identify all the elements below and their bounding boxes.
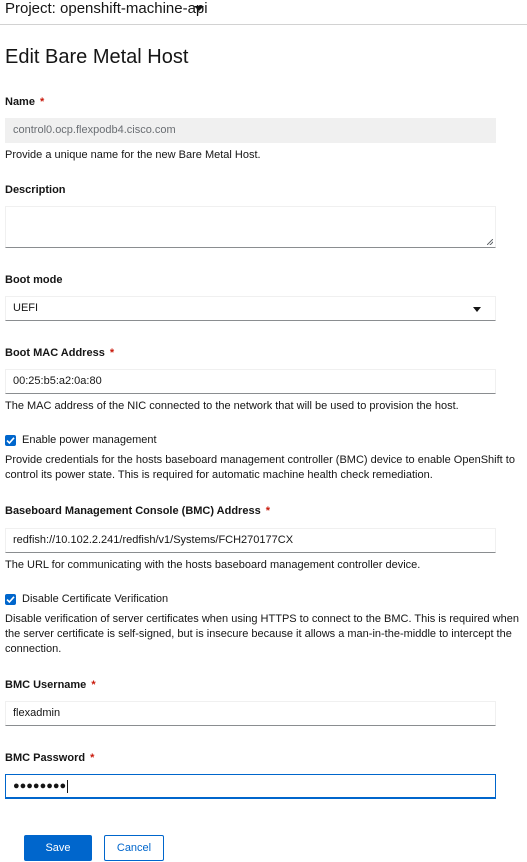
project-label: Project: openshift-machine-api [5,0,208,17]
text-cursor [67,780,68,793]
disable-cert-helper-text: Disable verification of server certificates when using HTTPS to connect to the BMC. This is required when the server certificate is self-signed, but is insecure because it allows a man-in-the-middle to intercept the connection. [5,613,519,655]
required-asterisk: * [39,96,45,108]
bmc-username-label: BMC Username * [5,679,96,691]
resize-grip-icon[interactable] [487,239,493,245]
checkmark-icon [6,595,15,604]
caret-down-icon[interactable] [194,6,204,11]
required-asterisk: * [109,347,115,359]
bmc-password-label: BMC Password * [5,752,95,764]
cancel-button[interactable]: Cancel [104,835,164,861]
boot-mode-select[interactable]: UEFI [5,296,496,321]
disable-cert-checkbox-row[interactable] [5,593,305,608]
project-selector[interactable] [0,0,527,25]
bmc-address-field[interactable]: redfish://10.102.2.241/redfish/v1/Systems/FCH270177CX [5,528,496,553]
power-management-checkbox[interactable] [5,435,16,446]
name-field: control0.ocp.flexpodb4.cisco.com [5,118,496,143]
required-asterisk: * [265,505,270,517]
boot-mac-label: Boot MAC Address * [5,347,115,359]
required-asterisk: * [91,679,96,691]
disable-cert-label: Disable Certificate Verification [22,593,169,605]
name-helper-text: Provide a unique name for the new Bare Metal Host. [5,149,261,161]
caret-down-icon [473,307,481,312]
checkmark-icon [6,436,15,445]
bmc-username-field[interactable]: flexadmin [5,701,496,726]
page-title: Edit Bare Metal Host [5,46,189,68]
save-button[interactable]: Save [24,835,92,861]
power-management-checkbox-row[interactable] [5,434,305,449]
boot-mac-helper-text: The MAC address of the NIC connected to the network that will be used to provision the host. [5,400,459,412]
name-label: Name * [5,96,45,108]
password-mask: ●●●●●●●● [13,780,67,792]
power-management-label: Enable power management [22,434,157,446]
bmc-address-helper-text: The URL for communicating with the hosts baseboard management controller device. [5,559,421,571]
bmc-password-field[interactable] [5,774,496,799]
disable-cert-checkbox[interactable] [5,594,16,605]
required-asterisk: * [90,752,95,764]
boot-mac-field[interactable]: 00:25:b5:a2:0a:80 [5,369,496,394]
boot-mode-label: Boot mode [5,274,63,286]
power-management-helper-text: Provide credentials for the hosts baseboard management controller (BMC) device to enable OpenShift to control its power state. This is required for automatic machine health check remediation. [5,454,515,481]
description-textarea[interactable] [5,206,496,248]
description-label: Description [5,184,66,196]
bmc-address-label: Baseboard Management Console (BMC) Address * [5,505,270,517]
